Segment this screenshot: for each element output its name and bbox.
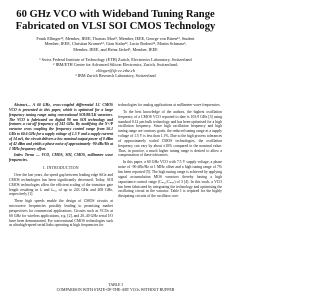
section-heading-introduction: I. INTRODUCTION: [43, 166, 79, 171]
author-line: Member, IEEE, Christian Kromer¹², Gian Sialm¹², Lucio Rodoni¹², Martin Schmatz²,: [44, 41, 187, 47]
abstract: [9, 103, 113, 151]
paper-title: 60 GHz VCO with Wideband Tuning Range Fabricated on VLSI SOI CMOS Technology: [15, 9, 216, 32]
contact-email[interactable]: ellinger@ife.ee.ethz.ch: [96, 67, 135, 73]
body-paragraph: Over the last years, the speed gap between leading edge SiGe and CMOS technologies has been significantly decreased. Today, SOI CMOS technologies allow the efficient scaling of the transistor gate length resulting in fₜ and fₘₐₓ of up to 243 GHz and 208 GHz, respectively [1].: [9, 172, 113, 197]
affiliation: ³ IBM Zurich Research Laboratory, Switzerland: [75, 73, 156, 79]
body-paragraph: To the best knowledge of the authors, the highest oscillation frequency of a CMOS VCO reported to date is 103.9 GHz [3] using standard 0.12 µm bulk technology and has been optimised for a high oscillation frequency. Since high oscillation frequency and high tuning range are contrary goals, the reduced tuning range at a supply voltage of 1.5 V is less than 1.1%. Due to the high process tolerances of approximately scaled CMOS technologies, the oscillation frequency can vary by about ±10% compared to the nominal value. Thus, in practice, a much higher tuning range is desired to allow a compensation of these tolerances.: [118, 109, 222, 158]
author-line: Member, IEEE, and Heinz Jäckel¹, Member, IEEE: [73, 46, 158, 52]
affiliation: ¹ Swiss Federal Institute of Technology (ETH) Zurich, Electronics Laboratory, Switzerland: [39, 57, 192, 62]
abstract-label: Abstract: [14, 103, 27, 107]
index-terms: Index Terms — VCO, CMOS, SOI, CMOS, millimeter wave frequencies.: [9, 153, 113, 163]
right-column: [118, 103, 222, 201]
body-paragraph: These high speeds enable the design of CMOS circuits at microwave frequencies possibly leading to promising market perspectives for commercial applications. Circuits such as VCOs at 60 GHz for wireless applications, e.g. [2], and 20–40 GHz serial I/O have been demonstrated. For conventional CMOS technologies such as ultrahigh-speed serial links operating at high frequencies for: [9, 199, 113, 228]
left-column: [9, 103, 113, 230]
table-number: TABLE I: [108, 283, 123, 287]
abstract-text: — A 60 GHz, cross-coupled differential LC CMOS VCO is presented in this paper, which is optimised for a large frequency tuning range using conventional SOI/BULK varactors. The VCO is fabricated on digital 90 nm SOI technology and features a cut-off frequency of 243 GHz. By modifying the N+/P varactor cross coupling the frequency control range from 56.1 GHz to 60.6 GHz for a supply voltage of 1.5 V and a supply current of 14 mA, the circuit delivers a low nominal output power of 0 dBm of 42 dBm and yields a phase noise of approximately -90 dBc/Hz at 1 MHz frequency offset.: [9, 103, 113, 151]
author-line: Frank Ellinger¹², Member, IEEE, Thomas Morf², Member, IEEE, George von Büren¹², Student: [36, 36, 195, 41]
affiliation: ² IBM/ETH Center for Advanced Silicon Electronics, Zurich, Switzerland,: [53, 62, 178, 68]
table-caption: [8, 283, 223, 293]
table-title: COMPARISON WITH STATE-OF-THE-ART VCOs WITHOUT BUFFER: [56, 288, 175, 292]
affiliations: [8, 57, 223, 79]
author-list: [8, 36, 223, 52]
body-paragraph: technologies for analog applications at millimeter wave frequencies.: [118, 103, 221, 107]
body-paragraph: In this paper, a 60 GHz VCO with 7.5 V supply voltage, a phase noise of -90 dBc/Hz at 1 MHz offset and a high tuning range of 7% has been reported [5]. The high tuning range is achieved by applying signal accumulation MOS varactors thereby having a high capacitance control range (Cₘₐₓ/Cₘᵢₙ) of 3 [4]. In this work, a VCO has been fabricated by integrating the technology and optimising the oscillating circuit in the varactor. Table I is required for the highly dissipating circuits of the oscillator core.: [118, 160, 222, 199]
